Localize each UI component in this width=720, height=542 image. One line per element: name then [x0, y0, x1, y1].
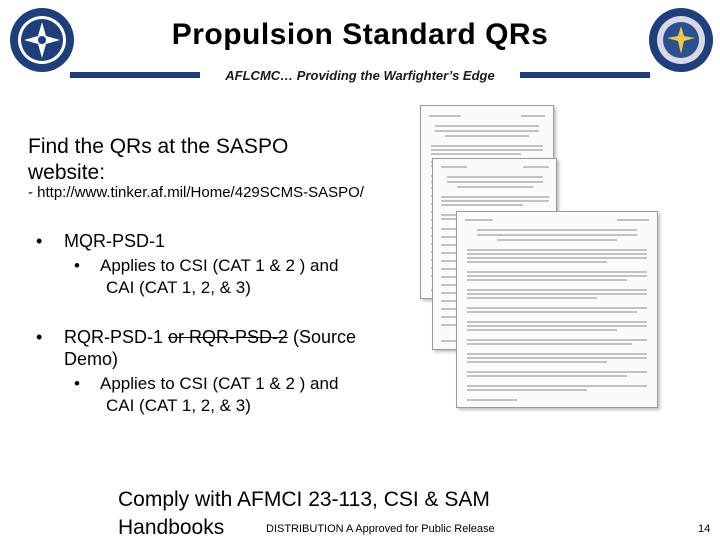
center-seal-icon [647, 6, 715, 74]
tagline-rule-left [70, 72, 200, 78]
bullet-marker: • [36, 231, 43, 251]
bullet-label: MQR-PSD-1 [64, 231, 166, 251]
bullet-text-part1: RQR-PSD-1 [64, 327, 169, 347]
qr-document-thumbnail-3 [456, 211, 658, 408]
sub-bullet-line1: Applies to CSI (CAT 1 & 2 ) and [100, 256, 339, 275]
compliance-line2: Handbooks [118, 516, 225, 539]
sub-bullet-line1: Applies to CSI (CAT 1 & 2 ) and [100, 374, 339, 393]
bullet-struck-text: or RQR-PSD-2 [168, 327, 289, 347]
page-number: 14 [698, 523, 711, 535]
sub-bullet-line2: CAI (CAT 1, 2, & 3) [106, 396, 251, 415]
bullet-rqr [36, 326, 396, 370]
tagline-rule-right [520, 72, 650, 78]
sub-bullet-line2: CAI (CAT 1, 2, & 3) [106, 278, 251, 297]
tagline-bar [0, 68, 720, 82]
slide-title: Propulsion Standard QRs [171, 18, 549, 51]
compliance-line1: Comply with AFMCI 23-113, CSI & SAM [118, 488, 490, 511]
bullet-mqr [36, 230, 165, 252]
sub-bullet-rqr [74, 373, 338, 417]
sub-bullet-mqr [74, 255, 338, 299]
bullet-text-part2: (Source [288, 327, 357, 347]
air-force-wing-emblem-icon [6, 6, 78, 76]
sub-bullet-marker: • [74, 256, 80, 275]
section-heading: Find the QRs at the SASPO website: [28, 135, 289, 184]
bullet-marker: • [36, 327, 43, 347]
website-url: - http://www.tinker.af.mil/Home/429SCMS-SASPO/ [28, 184, 364, 201]
distribution-statement: DISTRIBUTION A Approved for Public Release [266, 523, 495, 535]
tagline: AFLCMC… Providing the Warfighter’s Edge [225, 68, 495, 83]
sub-bullet-marker: • [74, 374, 80, 393]
slide-header [0, 0, 720, 83]
bullet-text-line2: Demo) [64, 349, 119, 369]
